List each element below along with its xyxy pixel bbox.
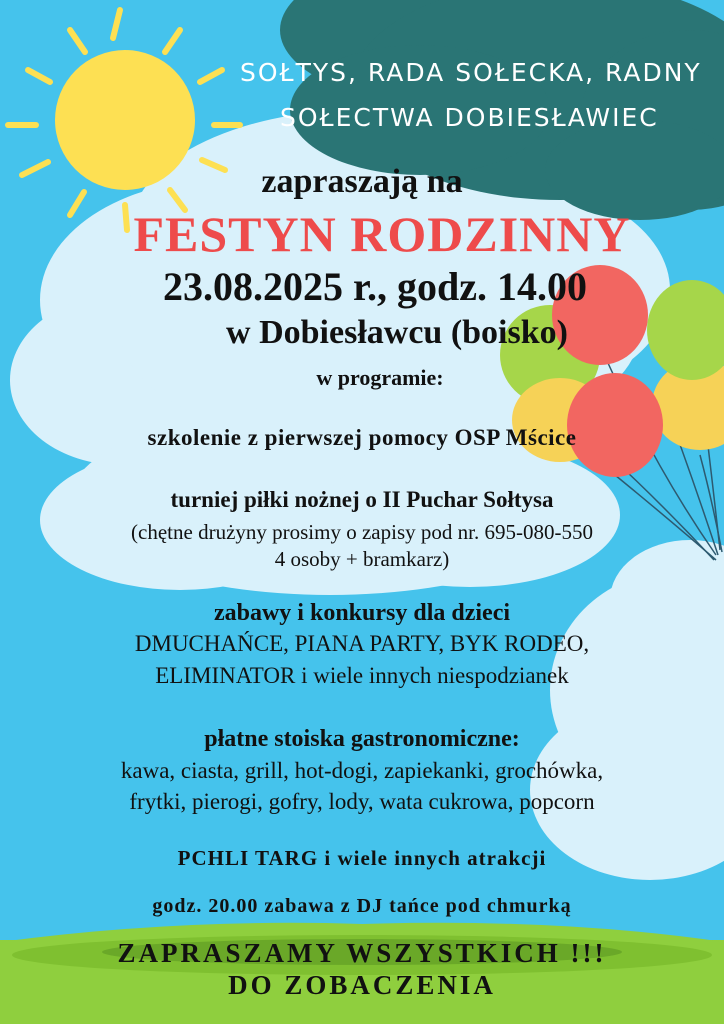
program-flea-market: PCHLI TARG i wiele innych atrakcji xyxy=(177,846,547,870)
invite-text: zapraszają na xyxy=(261,163,463,200)
program-food-title: płatne stoiska gastronomiczne: xyxy=(204,726,520,752)
program-food-line-2: frytki, pierogi, gofry, lody, wata cukrowa, popcorn xyxy=(129,789,595,814)
program-kids-title: zabawy i konkursy dla dzieci xyxy=(213,600,511,626)
event-date: 23.08.2025 r., godz. 14.00 xyxy=(162,264,588,309)
event-place: w Dobiesławcu (boisko) xyxy=(226,314,568,351)
program-kids-line-1: DMUCHAŃCE, PIANA PARTY, BYK RODEO, xyxy=(134,631,590,656)
organizers-line-1: SOŁTYS, RADA SOŁECKA, RADNY xyxy=(240,58,702,87)
footer-line-2: DO ZOBACZENIA xyxy=(228,970,496,1000)
program-label: w programie: xyxy=(316,365,444,390)
program-football-note-2: 4 osoby + bramkarz) xyxy=(274,547,450,571)
program-kids-line-2: ELIMINATOR i wiele innych niespodzianek xyxy=(155,663,569,688)
program-dj-party: godz. 20.00 zabawa z DJ tańce pod chmurką xyxy=(152,895,572,917)
program-first-aid: szkolenie z pierwszej pomocy OSP Mścice xyxy=(147,425,577,450)
footer-line-1: ZAPRASZAMY WSZYSTKICH !!! xyxy=(117,938,607,968)
organizers-line-2: SOŁECTWA DOBIESŁAWIEC xyxy=(280,103,659,132)
event-title: FESTYN RODZINNY xyxy=(133,206,631,262)
program-football-note-1: (chętne drużyny prosimy o zapisy pod nr. 695-080-550 xyxy=(131,520,593,544)
program-football-title: turniej piłki nożnej o II Puchar Sołtysa xyxy=(170,487,554,512)
program-food-line-1: kawa, ciasta, grill, hot-dogi, zapiekanki, grochówka, xyxy=(120,758,604,783)
